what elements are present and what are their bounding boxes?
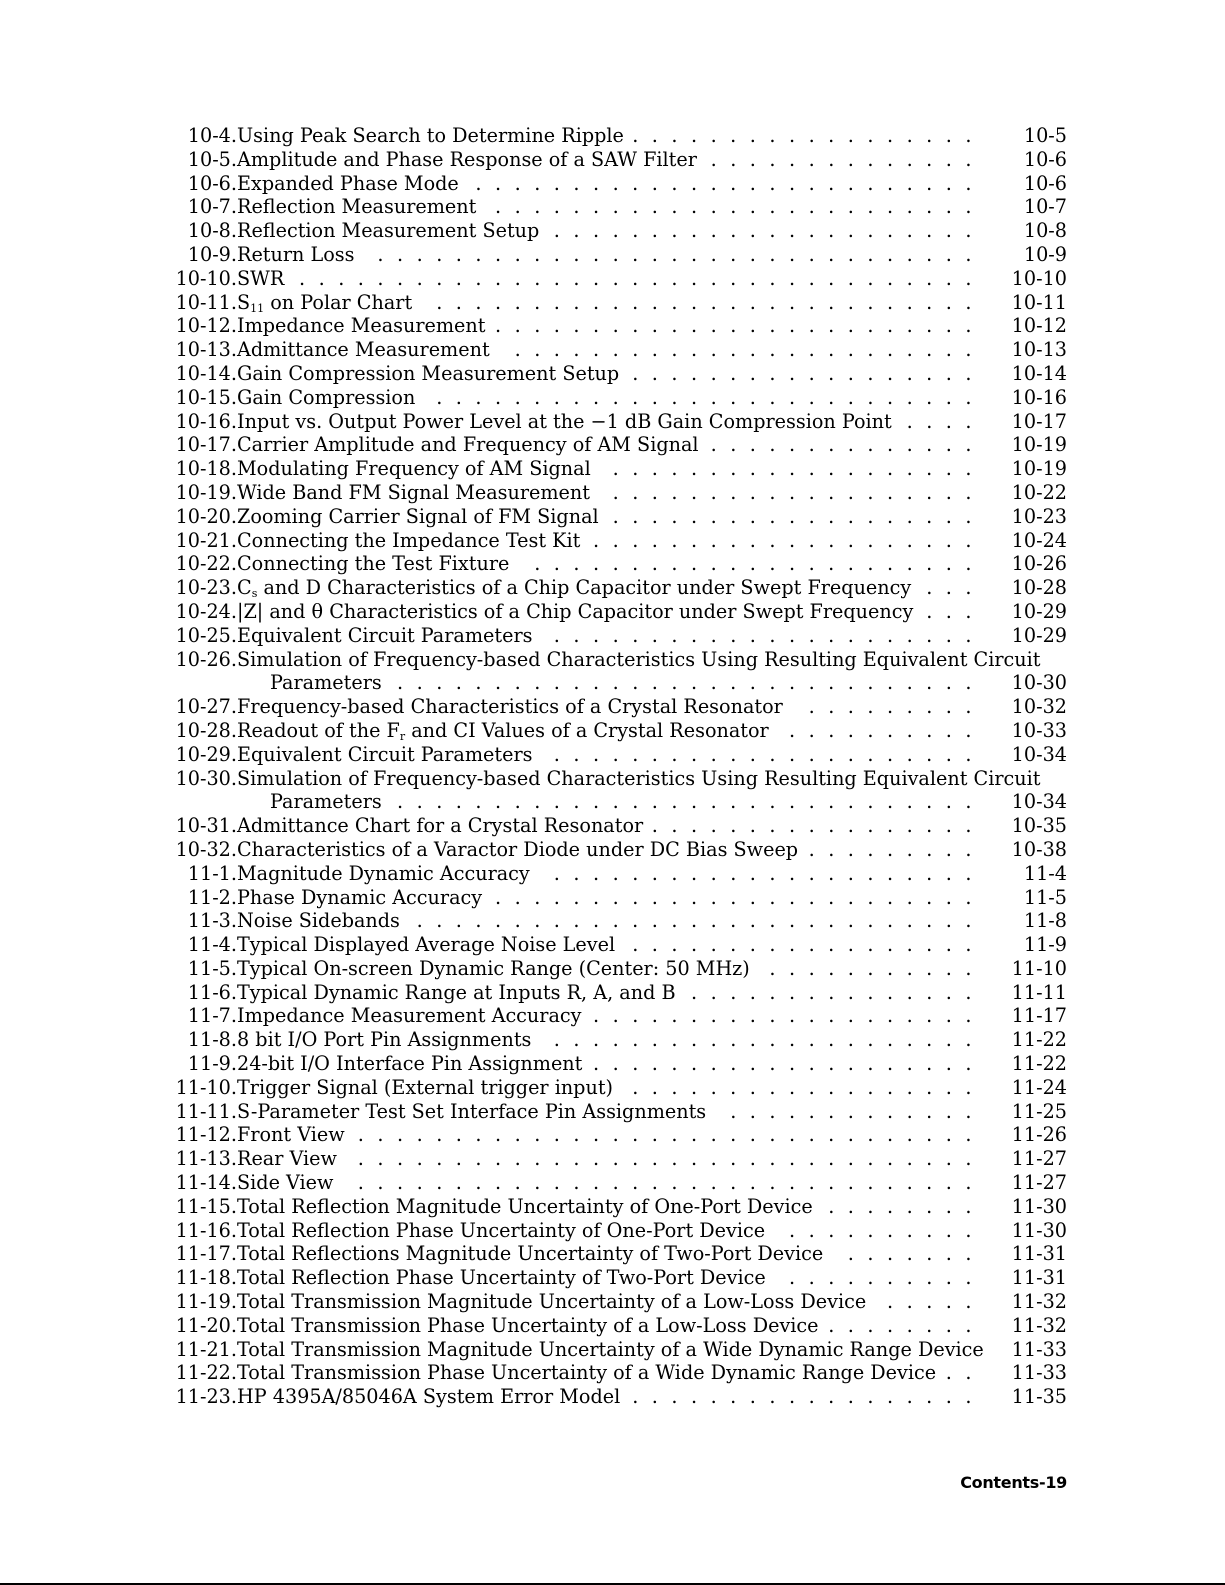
page-number: 11-32 (1011, 1290, 1067, 1314)
figure-title: Connecting the Impedance Test Kit (237, 528, 581, 552)
figure-title: Reflection Measurement Setup (237, 219, 540, 243)
page-number: 10-28 (1011, 576, 1067, 600)
dot-leader: ......................... (495, 314, 985, 338)
toc-entry[interactable] (0, 148, 1225, 172)
toc-entry[interactable] (0, 552, 1225, 576)
page-number: 11-9 (1023, 933, 1067, 957)
toc-entry[interactable] (0, 219, 1225, 243)
figure-number: 11-22. (175, 1361, 237, 1385)
toc-entry[interactable] (0, 172, 1225, 196)
page-number: 10-9 (1023, 242, 1067, 266)
figure-title: Characteristics of a Varactor Diode under DC Bias Sweep (237, 837, 799, 861)
figure-title: Typical On-screen Dynamic Range (Center: 50 MHz) (237, 956, 750, 980)
page-number: 10-26 (1011, 552, 1067, 576)
dot-leader: ............................. (416, 909, 985, 933)
figure-title: 8 bit I/O Port Pin Assignments (237, 1028, 532, 1052)
page-number: 11-30 (1011, 1194, 1067, 1218)
figure-title: Zooming Carrier Signal of FM Signal (237, 504, 599, 528)
figure-number: 10-10. (175, 266, 237, 290)
dot-leader: .............. (710, 147, 985, 171)
page-number: 10-8 (1023, 219, 1067, 243)
figure-number: 11-15. (175, 1194, 237, 1218)
figure-number: 10-29. (175, 742, 237, 766)
dot-leader: .................... (593, 528, 985, 552)
toc-entry[interactable] (0, 886, 1225, 910)
toc-entry[interactable] (0, 576, 1225, 600)
figure-number: 10-31. (175, 814, 237, 838)
figure-title: Reflection Measurement (237, 195, 477, 219)
page-number: 11-27 (1011, 1147, 1067, 1171)
dot-leader: ...................... (553, 742, 985, 766)
figure-number: 11-4. (187, 933, 237, 957)
figure-number: 11-13. (175, 1147, 237, 1171)
page-number: 10-7 (1023, 195, 1067, 219)
dot-leader: ........... (769, 956, 985, 980)
figure-number: 10-12. (175, 314, 237, 338)
toc-entry[interactable] (0, 1361, 1225, 1385)
toc-entry[interactable] (0, 291, 1225, 315)
figure-title: Total Reflection Magnitude Uncertainty of One-Port Device (237, 1194, 813, 1218)
figure-title: Total Transmission Phase Uncertainty of a Wide Dynamic Range Device (237, 1361, 937, 1385)
figure-title: Parameters (270, 790, 382, 814)
dot-leader: ................................... (299, 266, 985, 290)
dot-leader: .................. (632, 933, 985, 957)
page-number: 10-6 (1023, 147, 1067, 171)
dot-leader: ..... (887, 1290, 985, 1314)
toc-entry[interactable] (0, 648, 1225, 672)
figure-number: 11-9. (187, 1052, 237, 1076)
figure-title: Admittance Chart for a Crystal Resonator (237, 814, 644, 838)
dot-leader: ......................... (495, 195, 985, 219)
figure-title: Total Transmission Magnitude Uncertainty of a Wide Dynamic Range Device (237, 1337, 984, 1361)
figure-title: Total Transmission Phase Uncertainty of a Low-Loss Device (237, 1313, 819, 1337)
dot-leader: .................... (593, 1004, 985, 1028)
page-number: 10-11 (1011, 290, 1067, 314)
figure-title: Frequency-based Characteristics of a Crystal Resonator (237, 695, 783, 719)
page-number: 10-12 (1011, 314, 1067, 338)
toc-entry[interactable] (0, 719, 1225, 743)
figure-number: 10-28. (175, 718, 237, 742)
figure-number: 11-3. (187, 909, 237, 933)
dot-leader: .. (945, 1361, 985, 1385)
dot-leader: .................. (632, 361, 985, 385)
figure-number: 11-11. (175, 1099, 237, 1123)
dot-leader: ....... (847, 1242, 985, 1266)
page-number: 10-13 (1011, 338, 1067, 362)
page-number: 10-33 (1011, 718, 1067, 742)
dot-leader: ... (926, 599, 985, 623)
toc-entry[interactable] (0, 1195, 1225, 1219)
toc-entry[interactable] (0, 790, 1225, 814)
page-number: 10-17 (1011, 409, 1067, 433)
toc-entry[interactable] (0, 1004, 1225, 1028)
figure-title: Readout of the $F_r$ and CI Values of a Crystal Resonator (237, 718, 769, 743)
dot-leader: .................. (632, 1385, 985, 1409)
figure-title: Side View (237, 1171, 334, 1195)
page-number: 11-8 (1023, 909, 1067, 933)
dot-leader: ............................ (436, 385, 985, 409)
figure-title: Phase Dynamic Accuracy (237, 885, 483, 909)
figure-number: 10-26. (175, 647, 237, 671)
dot-leader: ......................... (495, 885, 985, 909)
dot-leader: ............................... (377, 242, 985, 266)
figure-number: 11-17. (175, 1242, 237, 1266)
figure-title: SWR (237, 266, 285, 290)
figure-list (0, 124, 1225, 1409)
figure-number: 10-6. (187, 171, 237, 195)
dot-leader: ...................... (553, 861, 985, 885)
dot-leader: ... (926, 576, 985, 600)
page-number: 10-5 (1023, 124, 1067, 147)
page-number: 11-25 (1011, 1099, 1067, 1123)
toc-entry[interactable] (0, 1052, 1225, 1076)
figure-number: 10-16. (175, 409, 237, 433)
toc-entry[interactable] (0, 1385, 1225, 1409)
toc-entry[interactable] (0, 1266, 1225, 1290)
figure-title: Trigger Signal (External trigger input) (237, 1075, 614, 1099)
dot-leader: ................... (612, 504, 985, 528)
figure-title: Gain Compression (237, 385, 416, 409)
figure-number: 10-30. (175, 766, 237, 790)
dot-leader: ...................... (553, 1028, 985, 1052)
figure-number: 10-21. (175, 528, 237, 552)
page-number: 11-30 (1011, 1218, 1067, 1242)
page-number: 11-35 (1011, 1385, 1067, 1409)
toc-entry[interactable] (0, 1028, 1225, 1052)
toc-entry[interactable] (0, 362, 1225, 386)
page-number: 10-38 (1011, 837, 1067, 861)
dot-leader: ................... (612, 480, 985, 504)
figure-title: Equivalent Circuit Parameters (237, 742, 533, 766)
dot-leader: ........ (828, 1313, 985, 1337)
toc-entry[interactable] (0, 1147, 1225, 1171)
figure-number: 11-23. (175, 1385, 237, 1409)
figure-number: 10-4. (187, 124, 237, 147)
figure-title: Parameters (270, 671, 382, 695)
page-number: 10-34 (1011, 742, 1067, 766)
figure-number: 10-24. (175, 599, 237, 623)
toc-entry[interactable] (0, 909, 1225, 933)
figure-title: Gain Compression Measurement Setup (237, 361, 620, 385)
page-number: 11-33 (1011, 1337, 1067, 1361)
page-number: 11-31 (1011, 1242, 1067, 1266)
figure-number: 11-2. (187, 885, 237, 909)
figure-number: 11-7. (187, 1004, 237, 1028)
dot-leader: ....................... (534, 552, 985, 576)
figure-number: 11-19. (175, 1290, 237, 1314)
toc-entry[interactable] (0, 314, 1225, 338)
figure-title: $S_{11}$ on Polar Chart (237, 290, 413, 315)
dot-leader: ......... (808, 837, 985, 861)
figure-title: |Z| and θ Characteristics of a Chip Capacitor under Swept Frequency (237, 599, 914, 623)
toc-entry[interactable] (0, 624, 1225, 648)
toc-entry[interactable] (0, 862, 1225, 886)
toc-entry[interactable] (0, 1100, 1225, 1124)
page-number: 10-22 (1011, 480, 1067, 504)
toc-entry[interactable] (0, 671, 1225, 695)
figure-number: 10-27. (175, 695, 237, 719)
toc-entry[interactable] (0, 1338, 1225, 1362)
toc-entry[interactable] (0, 695, 1225, 719)
figure-title: Carrier Amplitude and Frequency of AM Signal (237, 433, 699, 457)
figure-number: 11-14. (175, 1171, 237, 1195)
page-number: 10-24 (1011, 528, 1067, 552)
dot-leader: .................. (632, 1075, 985, 1099)
figure-title: Magnitude Dynamic Accuracy (237, 861, 530, 885)
dot-leader: ................. (651, 814, 985, 838)
figure-title: Impedance Measurement (237, 314, 486, 338)
page-number: 11-26 (1011, 1123, 1067, 1147)
page-number: 10-34 (1011, 790, 1067, 814)
dot-leader: .......... (789, 1266, 985, 1290)
figure-title: Admittance Measurement (237, 338, 490, 362)
dot-leader: .................. (632, 124, 985, 147)
dot-leader: ................................ (357, 1171, 985, 1195)
figure-number: 11-20. (175, 1313, 237, 1337)
dot-leader: ........ (828, 1194, 985, 1218)
dot-leader: .............................. (397, 671, 985, 695)
page-number: 10-19 (1011, 433, 1067, 457)
toc-entry[interactable] (0, 838, 1225, 862)
figure-title: Typical Dynamic Range at Inputs R, A, and B (237, 980, 676, 1004)
toc-entry[interactable] (0, 457, 1225, 481)
figure-number: 10-32. (175, 837, 237, 861)
dot-leader: .................... (593, 1052, 985, 1076)
toc-entry[interactable] (0, 1171, 1225, 1195)
figure-number: 11-12. (175, 1123, 237, 1147)
toc-entry[interactable] (0, 195, 1225, 219)
figure-number: 10-13. (175, 338, 237, 362)
page-number: 11-22 (1011, 1052, 1067, 1076)
dot-leader: .......... (789, 1218, 985, 1242)
figure-number: 11-1. (187, 861, 237, 885)
figure-title: Typical Displayed Average Noise Level (237, 933, 616, 957)
toc-entry[interactable] (0, 1242, 1225, 1266)
toc-entry[interactable] (0, 1123, 1225, 1147)
page-number: 10-6 (1023, 171, 1067, 195)
page-number: 10-30 (1011, 671, 1067, 695)
figure-number: 10-25. (175, 623, 237, 647)
toc-entry[interactable] (0, 386, 1225, 410)
figure-title: Wide Band FM Signal Measurement (237, 480, 590, 504)
figure-title: Noise Sidebands (237, 909, 400, 933)
figure-number: 10-15. (175, 385, 237, 409)
page-number: 11-27 (1011, 1171, 1067, 1195)
page-number: 10-32 (1011, 695, 1067, 719)
figure-title: Simulation of Frequency-based Characteristics Using Resulting Equivalent Circuit (237, 766, 1041, 790)
figure-title: HP 4395A/85046A System Error Model (237, 1385, 621, 1409)
toc-entry[interactable] (0, 410, 1225, 434)
page-number: 11-31 (1011, 1266, 1067, 1290)
figure-number: 10-22. (175, 552, 237, 576)
toc-entry[interactable] (0, 1219, 1225, 1243)
figure-number: 11-5. (187, 956, 237, 980)
figure-number: 11-18. (175, 1266, 237, 1290)
toc-entry[interactable] (0, 433, 1225, 457)
dot-leader: ................... (612, 457, 985, 481)
page-number: 11-4 (1023, 861, 1067, 885)
dot-leader: .......................... (475, 171, 985, 195)
page-number: 10-14 (1011, 361, 1067, 385)
toc-entry[interactable] (0, 933, 1225, 957)
page-number: 11-17 (1011, 1004, 1067, 1028)
figure-title: S-Parameter Test Set Interface Pin Assignments (237, 1099, 707, 1123)
toc-entry[interactable] (0, 600, 1225, 624)
figure-number: 11-16. (175, 1218, 237, 1242)
figure-number: 10-5. (187, 147, 237, 171)
dot-leader: ...................... (553, 623, 985, 647)
figure-title: Total Reflection Phase Uncertainty of Two-Port Device (237, 1266, 766, 1290)
toc-entry[interactable] (0, 981, 1225, 1005)
toc-entry[interactable] (0, 338, 1225, 362)
page-number: 11-5 (1023, 885, 1067, 909)
page-number: 10-29 (1011, 623, 1067, 647)
toc-entry[interactable] (0, 529, 1225, 553)
figure-number: 10-18. (175, 457, 237, 481)
page-number: 10-10 (1011, 266, 1067, 290)
toc-entry[interactable] (0, 505, 1225, 529)
page-number: 11-24 (1011, 1075, 1067, 1099)
figure-number: 10-20. (175, 504, 237, 528)
figure-title: 24-bit I/O Interface Pin Assignment (237, 1052, 583, 1076)
figure-title: Using Peak Search to Determine Ripple (237, 124, 624, 147)
dot-leader: ................................ (357, 1123, 985, 1147)
page-number: 11-10 (1011, 956, 1067, 980)
dot-leader: .............. (710, 433, 985, 457)
figure-number: 10-8. (187, 219, 237, 243)
page-number: 11-11 (1011, 980, 1067, 1004)
figure-title: Modulating Frequency of AM Signal (237, 457, 591, 481)
toc-entry[interactable] (0, 743, 1225, 767)
toc-entry[interactable] (0, 124, 1225, 148)
page-number: 11-22 (1011, 1028, 1067, 1052)
figure-title: Input vs. Output Power Level at the −1 dB Gain Compression Point (237, 409, 892, 433)
page-number: 10-29 (1011, 599, 1067, 623)
figure-title: Rear View (237, 1147, 337, 1171)
toc-entry[interactable] (0, 814, 1225, 838)
dot-leader: ............. (730, 1099, 985, 1123)
figure-number: 10-14. (175, 361, 237, 385)
figure-number: 10-9. (187, 242, 237, 266)
figure-number: 11-21. (175, 1337, 237, 1361)
dot-leader: ...................... (553, 219, 985, 243)
figure-title: Amplitude and Phase Response of a SAW Filter (237, 147, 697, 171)
dot-leader: ........................ (514, 338, 985, 362)
page-number: 11-33 (1011, 1361, 1067, 1385)
figure-number: 10-19. (175, 480, 237, 504)
figure-title: Total Transmission Magnitude Uncertainty of a Low-Loss Device (237, 1290, 867, 1314)
toc-entry[interactable] (0, 481, 1225, 505)
dot-leader: .... (906, 409, 985, 433)
dot-leader: ............................ (436, 290, 985, 314)
toc-entry[interactable] (0, 1314, 1225, 1338)
figure-title: Front View (237, 1123, 345, 1147)
figure-number: 10-11. (175, 290, 237, 314)
toc-entry[interactable] (0, 1076, 1225, 1100)
page-number: 11-32 (1011, 1313, 1067, 1337)
figure-title: Total Reflection Phase Uncertainty of One-Port Device (237, 1218, 766, 1242)
page-number: 10-35 (1011, 814, 1067, 838)
figure-number: 11-8. (187, 1028, 237, 1052)
page-number: 10-23 (1011, 504, 1067, 528)
dot-leader: ............... (691, 980, 985, 1004)
dot-leader: ......... (808, 695, 985, 719)
toc-entry[interactable] (0, 1290, 1225, 1314)
figure-title: Return Loss (237, 242, 355, 266)
toc-entry[interactable] (0, 957, 1225, 981)
figure-number: 11-6. (187, 980, 237, 1004)
figure-number: 10-7. (187, 195, 237, 219)
figure-title: $C_s$ and D Characteristics of a Chip Capacitor under Swept Frequency (237, 576, 912, 601)
figure-title: Expanded Phase Mode (237, 171, 459, 195)
figure-title: Simulation of Frequency-based Characteristics Using Resulting Equivalent Circuit (237, 647, 1041, 671)
dot-leader: .......... (789, 718, 985, 742)
figure-number: 10-23. (175, 576, 237, 600)
toc-entry[interactable] (0, 767, 1225, 791)
figure-title: Impedance Measurement Accuracy (237, 1004, 582, 1028)
dot-leader: ................................ (357, 1147, 985, 1171)
toc-entry[interactable] (0, 267, 1225, 291)
figure-title: Equivalent Circuit Parameters (237, 623, 533, 647)
figure-number: 10-17. (175, 433, 237, 457)
page-footer: Contents-19 (960, 1473, 1067, 1492)
toc-entry[interactable] (0, 243, 1225, 267)
figure-number: 11-10. (175, 1075, 237, 1099)
page-number: 10-16 (1011, 385, 1067, 409)
dot-leader: .............................. (397, 790, 985, 814)
figure-title: Total Reflections Magnitude Uncertainty of Two-Port Device (237, 1242, 824, 1266)
page-number: 10-19 (1011, 457, 1067, 481)
figure-title: Connecting the Test Fixture (237, 552, 510, 576)
